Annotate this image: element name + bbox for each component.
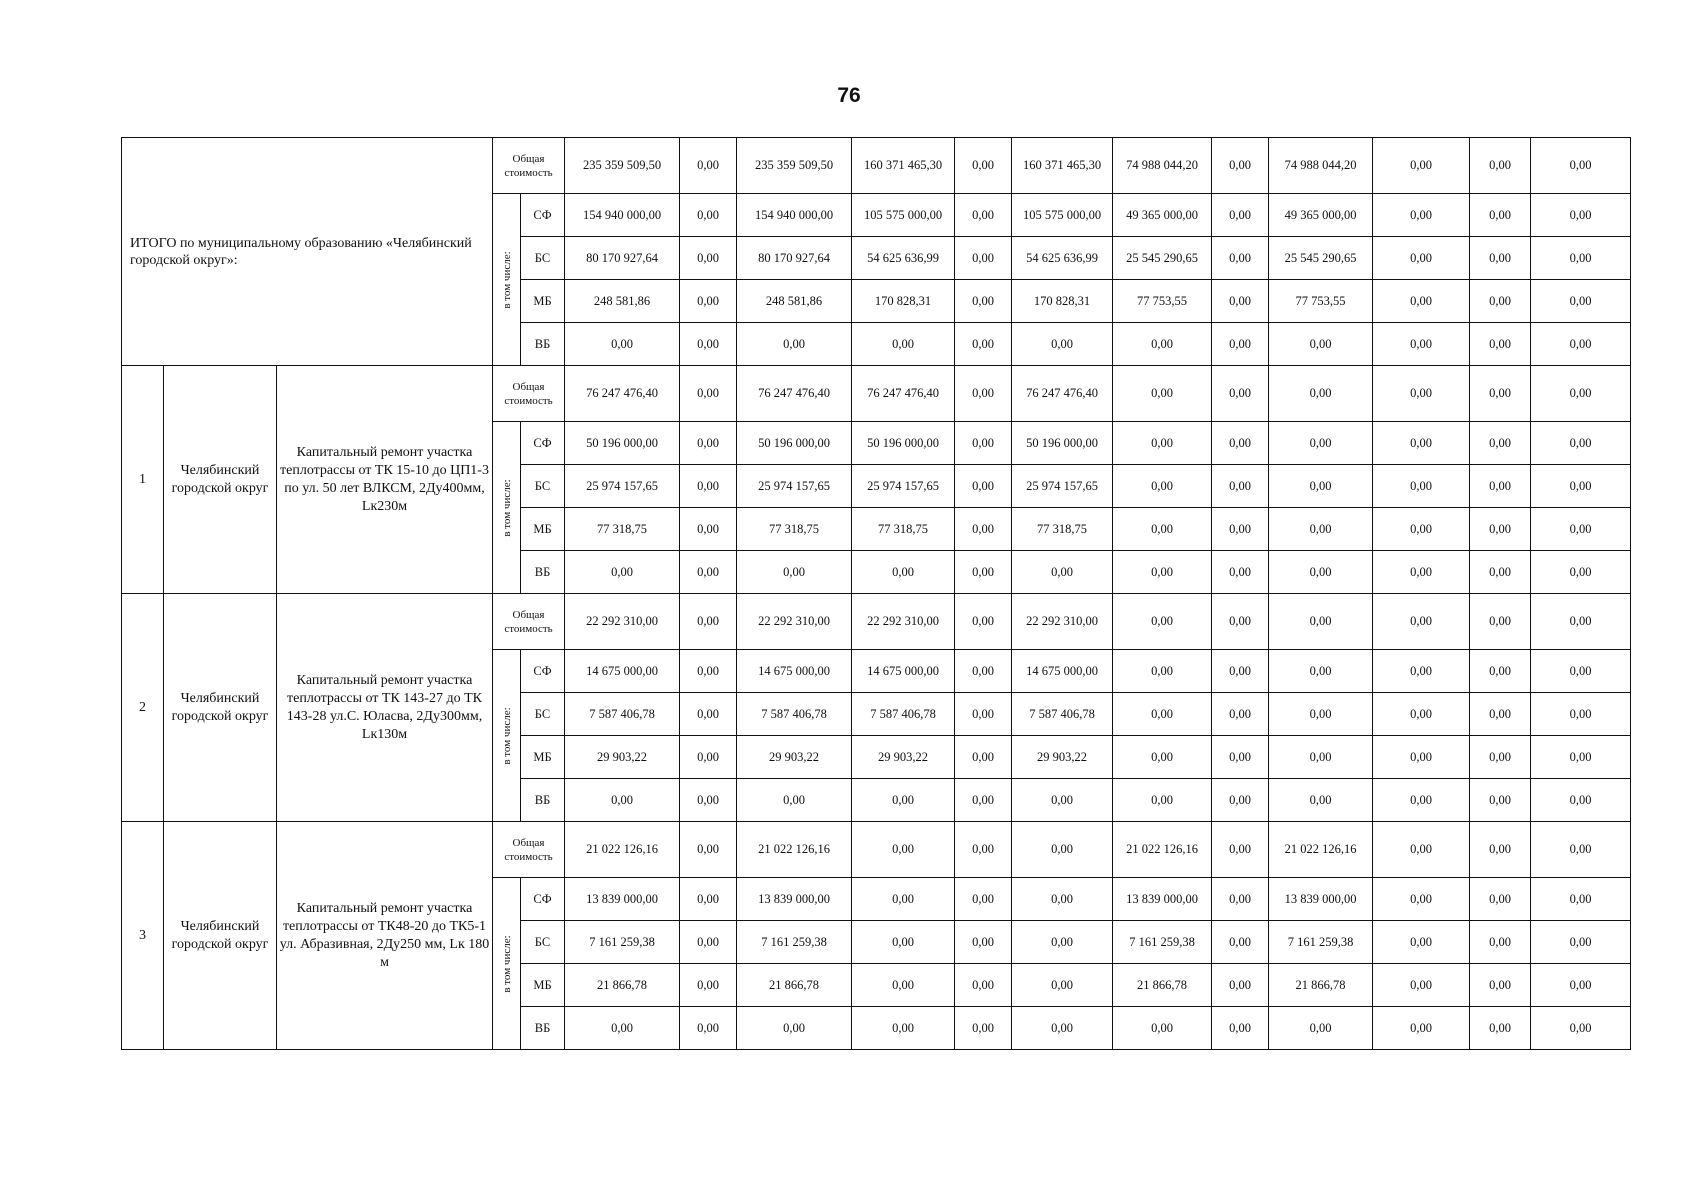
- amount-cell: 0,00: [1470, 650, 1531, 693]
- amount-cell: 160 371 465,30: [1012, 138, 1113, 194]
- amount-cell: 0,00: [955, 921, 1012, 964]
- amount-cell: 13 839 000,00: [565, 878, 680, 921]
- amount-cell: 0,00: [1212, 323, 1269, 366]
- amount-cell: 7 161 259,38: [1269, 921, 1373, 964]
- amount-cell: 0,00: [737, 323, 852, 366]
- amount-cell: 0,00: [1531, 822, 1631, 878]
- amount-cell: 14 675 000,00: [737, 650, 852, 693]
- amount-cell: 50 196 000,00: [565, 422, 680, 465]
- amount-cell: 80 170 927,64: [737, 237, 852, 280]
- amount-cell: 0,00: [1269, 551, 1373, 594]
- amount-cell: 154 940 000,00: [565, 194, 680, 237]
- including-label-cell: [493, 422, 521, 594]
- fund-label: БС: [521, 921, 565, 964]
- amount-cell: 0,00: [1269, 650, 1373, 693]
- amount-cell: 0,00: [1012, 878, 1113, 921]
- amount-cell: 49 365 000,00: [1269, 194, 1373, 237]
- amount-cell: 25 974 157,65: [565, 465, 680, 508]
- amount-cell: 0,00: [1269, 693, 1373, 736]
- amount-cell: 25 545 290,65: [1113, 237, 1212, 280]
- fund-label: МБ: [521, 508, 565, 551]
- table-row: [122, 594, 1631, 650]
- row-number: 2: [122, 594, 164, 822]
- amount-cell: 0,00: [955, 508, 1012, 551]
- amount-cell: 21 022 126,16: [737, 822, 852, 878]
- fund-label: БС: [521, 465, 565, 508]
- amount-cell: 0,00: [955, 693, 1012, 736]
- amount-cell: 0,00: [1470, 237, 1531, 280]
- including-label-cell: [493, 878, 521, 1050]
- amount-cell: 0,00: [1212, 237, 1269, 280]
- amount-cell: 0,00: [1531, 366, 1631, 422]
- amount-cell: 0,00: [1113, 551, 1212, 594]
- amount-cell: 0,00: [680, 551, 737, 594]
- amount-cell: 0,00: [955, 822, 1012, 878]
- amount-cell: 7 587 406,78: [852, 693, 955, 736]
- amount-cell: 80 170 927,64: [565, 237, 680, 280]
- amount-cell: 0,00: [680, 508, 737, 551]
- amount-cell: 0,00: [1373, 822, 1470, 878]
- amount-cell: 0,00: [680, 650, 737, 693]
- amount-cell: 0,00: [1531, 323, 1631, 366]
- amount-cell: 0,00: [1531, 921, 1631, 964]
- amount-cell: 0,00: [1113, 594, 1212, 650]
- amount-cell: 25 974 157,65: [852, 465, 955, 508]
- amount-cell: 0,00: [1373, 693, 1470, 736]
- amount-cell: 105 575 000,00: [1012, 194, 1113, 237]
- v-tom-chisle-label: в том числе:: [500, 934, 513, 993]
- amount-cell: 0,00: [852, 323, 955, 366]
- amount-cell: 54 625 636,99: [1012, 237, 1113, 280]
- amount-cell: 0,00: [1012, 964, 1113, 1007]
- amount-cell: 0,00: [680, 194, 737, 237]
- fund-label: ВБ: [521, 1007, 565, 1050]
- amount-cell: 0,00: [1212, 465, 1269, 508]
- amount-cell: 0,00: [1269, 594, 1373, 650]
- amount-cell: 0,00: [1531, 964, 1631, 1007]
- amount-cell: 77 753,55: [1113, 280, 1212, 323]
- amount-cell: 0,00: [680, 878, 737, 921]
- v-tom-chisle-label: в том числе:: [500, 706, 513, 765]
- total-cost-label: Общая стоимость: [493, 594, 565, 650]
- fund-label: СФ: [521, 422, 565, 465]
- amount-cell: 0,00: [1373, 508, 1470, 551]
- amount-cell: 14 675 000,00: [852, 650, 955, 693]
- amount-cell: 0,00: [1470, 964, 1531, 1007]
- amount-cell: 0,00: [1212, 194, 1269, 237]
- amount-cell: 0,00: [1531, 194, 1631, 237]
- amount-cell: 235 359 509,50: [565, 138, 680, 194]
- amount-cell: 21 022 126,16: [565, 822, 680, 878]
- v-tom-chisle-label: в том числе:: [500, 478, 513, 537]
- amount-cell: 0,00: [1531, 280, 1631, 323]
- amount-cell: 13 839 000,00: [1113, 878, 1212, 921]
- total-cost-label: Общая стоимость: [493, 822, 565, 878]
- amount-cell: 7 161 259,38: [737, 921, 852, 964]
- amount-cell: 0,00: [565, 551, 680, 594]
- amount-cell: 22 292 310,00: [852, 594, 955, 650]
- amount-cell: 77 753,55: [1269, 280, 1373, 323]
- amount-cell: 0,00: [1269, 736, 1373, 779]
- total-cost-label: Общая стоимость: [493, 138, 565, 194]
- amount-cell: 0,00: [1373, 779, 1470, 822]
- fund-label: СФ: [521, 650, 565, 693]
- amount-cell: 0,00: [1012, 921, 1113, 964]
- including-label-cell: [493, 194, 521, 366]
- amount-cell: 0,00: [680, 779, 737, 822]
- amount-cell: 25 974 157,65: [737, 465, 852, 508]
- total-cost-label: Общая стоимость: [493, 366, 565, 422]
- amount-cell: 0,00: [1470, 422, 1531, 465]
- amount-cell: 0,00: [1212, 594, 1269, 650]
- amount-cell: 77 318,75: [852, 508, 955, 551]
- fund-label: СФ: [521, 194, 565, 237]
- amount-cell: 0,00: [852, 921, 955, 964]
- district-name: Челябинский городской округ: [164, 366, 277, 594]
- amount-cell: 0,00: [737, 779, 852, 822]
- amount-cell: 25 974 157,65: [1012, 465, 1113, 508]
- amount-cell: 0,00: [1531, 237, 1631, 280]
- amount-cell: 77 318,75: [565, 508, 680, 551]
- amount-cell: 0,00: [1012, 323, 1113, 366]
- amount-cell: 0,00: [955, 551, 1012, 594]
- amount-cell: 0,00: [1470, 779, 1531, 822]
- amount-cell: 0,00: [680, 964, 737, 1007]
- page-number: 76: [837, 84, 861, 107]
- amount-cell: 22 292 310,00: [565, 594, 680, 650]
- amount-cell: 0,00: [1212, 366, 1269, 422]
- amount-cell: 105 575 000,00: [852, 194, 955, 237]
- amount-cell: 0,00: [1269, 465, 1373, 508]
- amount-cell: 0,00: [1113, 323, 1212, 366]
- row-number: 3: [122, 822, 164, 1050]
- amount-cell: 0,00: [955, 138, 1012, 194]
- amount-cell: 76 247 476,40: [737, 366, 852, 422]
- amount-cell: 0,00: [1269, 508, 1373, 551]
- amount-cell: 0,00: [1373, 878, 1470, 921]
- fund-label: БС: [521, 237, 565, 280]
- amount-cell: 0,00: [955, 964, 1012, 1007]
- amount-cell: 0,00: [1373, 422, 1470, 465]
- amount-cell: 0,00: [852, 964, 955, 1007]
- table-row: [122, 366, 1631, 422]
- amount-cell: 0,00: [737, 551, 852, 594]
- fund-label: ВБ: [521, 551, 565, 594]
- amount-cell: 29 903,22: [1012, 736, 1113, 779]
- amount-cell: 0,00: [680, 736, 737, 779]
- amount-cell: 76 247 476,40: [1012, 366, 1113, 422]
- amount-cell: 25 545 290,65: [1269, 237, 1373, 280]
- amount-cell: 0,00: [1212, 508, 1269, 551]
- amount-cell: 0,00: [1373, 551, 1470, 594]
- amount-cell: 7 161 259,38: [1113, 921, 1212, 964]
- amount-cell: 0,00: [1212, 822, 1269, 878]
- amount-cell: 0,00: [680, 693, 737, 736]
- amount-cell: 0,00: [1212, 779, 1269, 822]
- table-row: [122, 822, 1631, 878]
- amount-cell: 0,00: [852, 822, 955, 878]
- amount-cell: 0,00: [680, 1007, 737, 1050]
- amount-cell: 0,00: [1113, 422, 1212, 465]
- amount-cell: 74 988 044,20: [1269, 138, 1373, 194]
- amount-cell: 22 292 310,00: [1012, 594, 1113, 650]
- amount-cell: 0,00: [955, 366, 1012, 422]
- amount-cell: 0,00: [1373, 280, 1470, 323]
- amount-cell: 0,00: [1531, 465, 1631, 508]
- amount-cell: 0,00: [1470, 878, 1531, 921]
- amount-cell: 0,00: [852, 878, 955, 921]
- amount-cell: 0,00: [1373, 366, 1470, 422]
- amount-cell: 0,00: [680, 921, 737, 964]
- amount-cell: 0,00: [1470, 921, 1531, 964]
- amount-cell: 13 839 000,00: [1269, 878, 1373, 921]
- financing-table: [121, 137, 1631, 1050]
- amount-cell: 50 196 000,00: [1012, 422, 1113, 465]
- amount-cell: 0,00: [852, 779, 955, 822]
- amount-cell: 0,00: [1531, 878, 1631, 921]
- amount-cell: 0,00: [1269, 366, 1373, 422]
- amount-cell: 0,00: [1269, 1007, 1373, 1050]
- amount-cell: 0,00: [955, 280, 1012, 323]
- amount-cell: 0,00: [1269, 779, 1373, 822]
- amount-cell: 170 828,31: [1012, 280, 1113, 323]
- fund-label: МБ: [521, 280, 565, 323]
- including-label-cell: [493, 650, 521, 822]
- amount-cell: 0,00: [1470, 366, 1531, 422]
- fund-label: ВБ: [521, 779, 565, 822]
- amount-cell: 0,00: [680, 422, 737, 465]
- object-description: Капитальный ремонт участка теплотрассы от ТК48-20 до ТК5-1 ул. Абразивная, 2Ду250 мм, Lк 180 м: [277, 822, 493, 1050]
- amount-cell: 29 903,22: [852, 736, 955, 779]
- total-row: [122, 138, 1631, 194]
- amount-cell: 154 940 000,00: [737, 194, 852, 237]
- amount-cell: 0,00: [1012, 779, 1113, 822]
- amount-cell: 0,00: [680, 822, 737, 878]
- amount-cell: 0,00: [1212, 1007, 1269, 1050]
- amount-cell: 0,00: [1470, 323, 1531, 366]
- amount-cell: 0,00: [1470, 280, 1531, 323]
- amount-cell: 0,00: [1373, 465, 1470, 508]
- amount-cell: 0,00: [680, 138, 737, 194]
- amount-cell: 0,00: [1470, 508, 1531, 551]
- amount-cell: 248 581,86: [737, 280, 852, 323]
- amount-cell: 0,00: [680, 594, 737, 650]
- amount-cell: 0,00: [1470, 822, 1531, 878]
- amount-cell: 74 988 044,20: [1113, 138, 1212, 194]
- amount-cell: 0,00: [955, 422, 1012, 465]
- amount-cell: 0,00: [1373, 323, 1470, 366]
- district-name: Челябинский городской округ: [164, 822, 277, 1050]
- amount-cell: 0,00: [1531, 1007, 1631, 1050]
- amount-cell: 29 903,22: [565, 736, 680, 779]
- amount-cell: 14 675 000,00: [565, 650, 680, 693]
- table-body: [122, 138, 1631, 1050]
- amount-cell: 0,00: [1470, 138, 1531, 194]
- amount-cell: 0,00: [1012, 551, 1113, 594]
- amount-cell: 49 365 000,00: [1113, 194, 1212, 237]
- amount-cell: 0,00: [680, 280, 737, 323]
- amount-cell: 0,00: [680, 366, 737, 422]
- amount-cell: 0,00: [1113, 693, 1212, 736]
- amount-cell: 7 161 259,38: [565, 921, 680, 964]
- amount-cell: 0,00: [1212, 138, 1269, 194]
- amount-cell: 160 371 465,30: [852, 138, 955, 194]
- amount-cell: 14 675 000,00: [1012, 650, 1113, 693]
- fund-label: ВБ: [521, 323, 565, 366]
- amount-cell: 0,00: [1269, 323, 1373, 366]
- amount-cell: 0,00: [680, 465, 737, 508]
- amount-cell: 0,00: [1269, 422, 1373, 465]
- amount-cell: 0,00: [1470, 1007, 1531, 1050]
- amount-cell: 235 359 509,50: [737, 138, 852, 194]
- amount-cell: 0,00: [1113, 465, 1212, 508]
- amount-cell: 0,00: [1212, 736, 1269, 779]
- fund-label: БС: [521, 693, 565, 736]
- fund-label: МБ: [521, 964, 565, 1007]
- amount-cell: 0,00: [1470, 693, 1531, 736]
- amount-cell: 0,00: [955, 650, 1012, 693]
- amount-cell: 0,00: [1373, 138, 1470, 194]
- amount-cell: 0,00: [1113, 736, 1212, 779]
- amount-cell: 0,00: [1373, 194, 1470, 237]
- amount-cell: 0,00: [565, 779, 680, 822]
- amount-cell: 77 318,75: [1012, 508, 1113, 551]
- amount-cell: 0,00: [1470, 465, 1531, 508]
- amount-cell: 0,00: [1531, 779, 1631, 822]
- amount-cell: 0,00: [955, 594, 1012, 650]
- amount-cell: 0,00: [1373, 921, 1470, 964]
- amount-cell: 50 196 000,00: [852, 422, 955, 465]
- amount-cell: 0,00: [680, 323, 737, 366]
- amount-cell: 0,00: [1373, 736, 1470, 779]
- amount-cell: 0,00: [1373, 237, 1470, 280]
- amount-cell: 0,00: [1012, 822, 1113, 878]
- amount-cell: 0,00: [1212, 921, 1269, 964]
- amount-cell: 0,00: [1531, 138, 1631, 194]
- amount-cell: 0,00: [1470, 551, 1531, 594]
- fund-label: МБ: [521, 736, 565, 779]
- total-title: ИТОГО по муниципальному образованию «Челябинский городской округ»:: [122, 138, 493, 366]
- amount-cell: 13 839 000,00: [737, 878, 852, 921]
- amount-cell: 0,00: [1373, 964, 1470, 1007]
- amount-cell: 248 581,86: [565, 280, 680, 323]
- amount-cell: 0,00: [955, 237, 1012, 280]
- amount-cell: 170 828,31: [852, 280, 955, 323]
- amount-cell: 0,00: [1531, 422, 1631, 465]
- amount-cell: 0,00: [1113, 779, 1212, 822]
- amount-cell: 0,00: [737, 1007, 852, 1050]
- amount-cell: 0,00: [1373, 1007, 1470, 1050]
- amount-cell: 21 866,78: [1113, 964, 1212, 1007]
- amount-cell: 21 866,78: [565, 964, 680, 1007]
- amount-cell: 0,00: [955, 878, 1012, 921]
- amount-cell: 0,00: [1470, 736, 1531, 779]
- amount-cell: 0,00: [1373, 650, 1470, 693]
- amount-cell: 0,00: [1212, 693, 1269, 736]
- amount-cell: 50 196 000,00: [737, 422, 852, 465]
- amount-cell: 0,00: [680, 237, 737, 280]
- v-tom-chisle-label: в том числе:: [500, 250, 513, 309]
- amount-cell: 0,00: [1113, 650, 1212, 693]
- amount-cell: 0,00: [1113, 1007, 1212, 1050]
- amount-cell: 0,00: [1531, 508, 1631, 551]
- amount-cell: 0,00: [955, 1007, 1012, 1050]
- amount-cell: 0,00: [565, 1007, 680, 1050]
- amount-cell: 7 587 406,78: [1012, 693, 1113, 736]
- amount-cell: 0,00: [1531, 650, 1631, 693]
- amount-cell: 0,00: [1212, 422, 1269, 465]
- amount-cell: 0,00: [1212, 280, 1269, 323]
- amount-cell: 0,00: [1113, 366, 1212, 422]
- amount-cell: 22 292 310,00: [737, 594, 852, 650]
- amount-cell: 0,00: [565, 323, 680, 366]
- amount-cell: 7 587 406,78: [737, 693, 852, 736]
- amount-cell: 21 022 126,16: [1113, 822, 1212, 878]
- amount-cell: 0,00: [1373, 594, 1470, 650]
- amount-cell: 0,00: [1531, 594, 1631, 650]
- amount-cell: 0,00: [1531, 551, 1631, 594]
- amount-cell: 21 866,78: [1269, 964, 1373, 1007]
- district-name: Челябинский городской округ: [164, 594, 277, 822]
- amount-cell: 0,00: [1531, 693, 1631, 736]
- amount-cell: 0,00: [1470, 594, 1531, 650]
- amount-cell: 76 247 476,40: [565, 366, 680, 422]
- amount-cell: 0,00: [852, 1007, 955, 1050]
- row-number: 1: [122, 366, 164, 594]
- amount-cell: 0,00: [955, 194, 1012, 237]
- object-description: Капитальный ремонт участка теплотрассы от ТК 143-27 до ТК 143-28 ул.С. Юласва, 2Ду300мм, Lк130м: [277, 594, 493, 822]
- amount-cell: 21 866,78: [737, 964, 852, 1007]
- amount-cell: 0,00: [1113, 508, 1212, 551]
- amount-cell: 0,00: [955, 465, 1012, 508]
- amount-cell: 7 587 406,78: [565, 693, 680, 736]
- amount-cell: 0,00: [1212, 551, 1269, 594]
- amount-cell: 76 247 476,40: [852, 366, 955, 422]
- amount-cell: 0,00: [1212, 964, 1269, 1007]
- amount-cell: 54 625 636,99: [852, 237, 955, 280]
- amount-cell: 0,00: [1212, 878, 1269, 921]
- amount-cell: 0,00: [955, 779, 1012, 822]
- amount-cell: 0,00: [852, 551, 955, 594]
- fund-label: СФ: [521, 878, 565, 921]
- amount-cell: 29 903,22: [737, 736, 852, 779]
- object-description: Капитальный ремонт участка теплотрассы от ТК 15-10 до ЦП1-3 по ул. 50 лет ВЛКСМ, 2Ду400мм, Lк230м: [277, 366, 493, 594]
- amount-cell: 0,00: [955, 323, 1012, 366]
- amount-cell: 0,00: [955, 736, 1012, 779]
- amount-cell: 21 022 126,16: [1269, 822, 1373, 878]
- amount-cell: 77 318,75: [737, 508, 852, 551]
- amount-cell: 0,00: [1531, 736, 1631, 779]
- amount-cell: 0,00: [1470, 194, 1531, 237]
- amount-cell: 0,00: [1012, 1007, 1113, 1050]
- amount-cell: 0,00: [1212, 650, 1269, 693]
